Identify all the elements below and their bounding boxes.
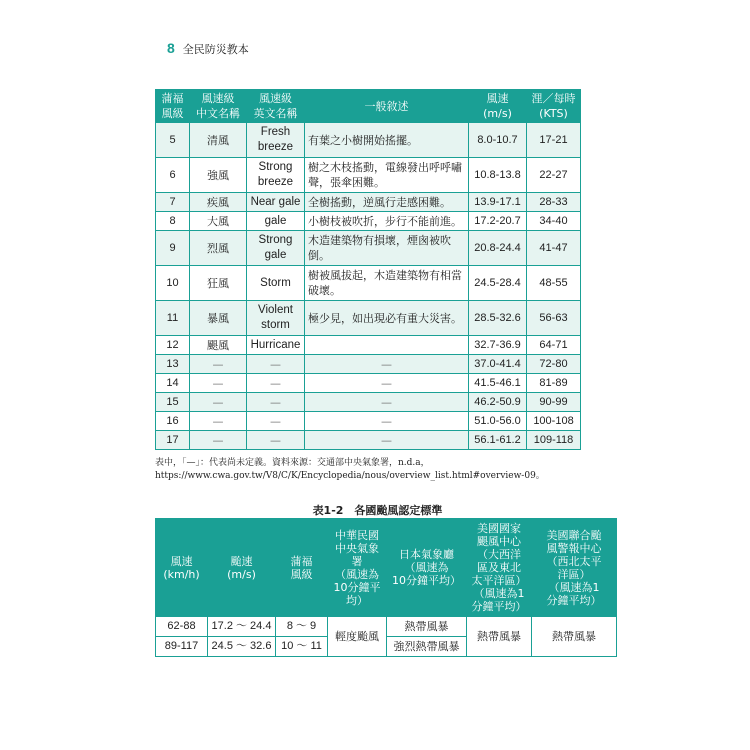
wind-speed-ms-cell: 17.2-20.7	[469, 212, 527, 231]
us-jtwc-category-cell: 熱帶風暴	[532, 617, 617, 657]
description-cell: 樹被風拔起，木造建築物有相當破壞。	[305, 266, 469, 301]
wind-speed-ms-cell: 13.9-17.1	[469, 193, 527, 212]
table-row	[156, 266, 581, 301]
page-number: 8	[167, 40, 175, 56]
column-header: 日本氣象廳 （風速為 10分鐘平均）	[387, 519, 467, 617]
english-name-cell: Fresh breeze	[247, 123, 305, 158]
japan-jma-category-cell: 強烈熱帶風暴	[387, 637, 467, 657]
wind-speed-kts-cell: 17-21	[527, 123, 581, 158]
wind-speed-kts-cell: 56-63	[527, 301, 581, 336]
wind-speed-kts-cell: 22-27	[527, 158, 581, 193]
english-name-cell: Storm	[247, 266, 305, 301]
english-name-cell: —	[247, 355, 305, 374]
column-header: 風速級 中文名稱	[190, 90, 247, 123]
beaufort-level-cell: 17	[156, 431, 190, 450]
table-row	[156, 393, 581, 412]
wind-speed-kts-cell: 90-99	[527, 393, 581, 412]
column-header: 美國國家 颶風中心 （大西洋 區及東北 太平洋區） （風速為1 分鐘平均）	[467, 519, 532, 617]
column-header: 颱速 (m/s)	[208, 519, 276, 617]
english-name-cell: —	[247, 393, 305, 412]
english-name-cell: Hurricane	[247, 336, 305, 355]
beaufort-level-cell: 15	[156, 393, 190, 412]
wind-speed-kts-cell: 109-118	[527, 431, 581, 450]
column-header: 浬／每時 (KTS)	[527, 90, 581, 123]
japan-jma-category-cell: 熱帶風暴	[387, 617, 467, 637]
chinese-name-cell: 強風	[190, 158, 247, 193]
book-title: 全民防災教本	[182, 43, 249, 56]
wind-speed-kts-cell: 48-55	[527, 266, 581, 301]
description-cell: —	[305, 412, 469, 431]
column-header: 風速 (km/h)	[156, 519, 208, 617]
wind-speed-ms-cell: 17.2 ～ 24.4	[208, 617, 276, 637]
wind-speed-kts-cell: 28-33	[527, 193, 581, 212]
description-cell: —	[305, 374, 469, 393]
chinese-name-cell: 狂風	[190, 266, 247, 301]
beaufort-level-cell: 7	[156, 193, 190, 212]
wind-speed-kts-cell: 64-71	[527, 336, 581, 355]
wind-speed-ms-cell: 10.8-13.8	[469, 158, 527, 193]
wind-speed-ms-cell: 28.5-32.6	[469, 301, 527, 336]
table-row	[156, 231, 581, 266]
table-row	[156, 301, 581, 336]
chinese-name-cell: 清風	[190, 123, 247, 158]
beaufort-level-cell: 14	[156, 374, 190, 393]
table-caption: 表1-2 各國颱風認定標準	[312, 504, 443, 517]
page-header	[167, 40, 249, 57]
taiwan-cwa-category-cell: 輕度颱風	[328, 617, 387, 657]
description-cell: —	[305, 355, 469, 374]
wind-speed-ms-cell: 8.0-10.7	[469, 123, 527, 158]
column-header: 中華民國 中央氣象 署 （風速為 10分鐘平 均）	[328, 519, 387, 617]
wind-speed-ms-cell: 24.5 ～ 32.6	[208, 637, 276, 657]
wind-speed-ms-cell: 56.1-61.2	[469, 431, 527, 450]
english-name-cell: Strong breeze	[247, 158, 305, 193]
chinese-name-cell: 颶風	[190, 336, 247, 355]
beaufort-level-cell: 13	[156, 355, 190, 374]
english-name-cell: —	[247, 431, 305, 450]
description-cell: 木造建築物有損壞，煙囪被吹倒。	[305, 231, 469, 266]
english-name-cell: Violent storm	[247, 301, 305, 336]
table-row	[156, 431, 581, 450]
wind-speed-kts-cell: 34-40	[527, 212, 581, 231]
us-nhc-category-cell: 熱帶風暴	[467, 617, 532, 657]
beaufort-level-cell: 9	[156, 231, 190, 266]
column-header: 蒲福 風級	[276, 519, 328, 617]
wind-speed-ms-cell: 32.7-36.9	[469, 336, 527, 355]
wind-speed-kmh-cell: 89-117	[156, 637, 208, 657]
wind-speed-kts-cell: 41-47	[527, 231, 581, 266]
description-cell	[305, 336, 469, 355]
beaufort-level-cell: 10	[156, 266, 190, 301]
table-row	[156, 158, 581, 193]
beaufort-level-cell: 16	[156, 412, 190, 431]
typhoon-criteria-table	[155, 518, 617, 657]
wind-speed-kts-cell: 100-108	[527, 412, 581, 431]
table-row	[156, 212, 581, 231]
beaufort-level-cell: 10 ～ 11	[276, 637, 328, 657]
table-row	[156, 193, 581, 212]
table-header-row	[156, 90, 581, 123]
wind-speed-ms-cell: 41.5-46.1	[469, 374, 527, 393]
wind-speed-ms-cell: 51.0-56.0	[469, 412, 527, 431]
wind-speed-ms-cell: 24.5-28.4	[469, 266, 527, 301]
wind-speed-ms-cell: 20.8-24.4	[469, 231, 527, 266]
description-cell: —	[305, 393, 469, 412]
wind-speed-ms-cell: 37.0-41.4	[469, 355, 527, 374]
chinese-name-cell: —	[190, 431, 247, 450]
chinese-name-cell: 烈風	[190, 231, 247, 266]
description-cell: 樹之木枝搖動，電線發出呼呼嘯聲，張傘困難。	[305, 158, 469, 193]
description-cell: 有葉之小樹開始搖擺。	[305, 123, 469, 158]
description-cell: 小樹枝被吹折，步行不能前進。	[305, 212, 469, 231]
description-cell: 全樹搖動，逆風行走感困難。	[305, 193, 469, 212]
english-name-cell: Near gale	[247, 193, 305, 212]
column-header: 蒲福 風級	[156, 90, 190, 123]
table-row	[156, 617, 617, 637]
table-row	[156, 123, 581, 158]
beaufort-level-cell: 11	[156, 301, 190, 336]
table-row	[156, 336, 581, 355]
chinese-name-cell: 大風	[190, 212, 247, 231]
column-header: 美國聯合颱 風警報中心 （西北太平 洋區） （風速為1 分鐘平均）	[532, 519, 617, 617]
column-header: 風速級 英文名稱	[247, 90, 305, 123]
beaufort-level-cell: 8 ～ 9	[276, 617, 328, 637]
table-header-row	[156, 519, 617, 617]
table-row	[156, 374, 581, 393]
chinese-name-cell: —	[190, 374, 247, 393]
beaufort-level-cell: 6	[156, 158, 190, 193]
chinese-name-cell: —	[190, 412, 247, 431]
table-footnote: 表中，「—」：代表尚未定義。資料來源：交通部中央氣象署，n.d.a，https://www.cwa.gov.tw/V8/C/K/Encyclopedia/nous/overview_list.html#overview-09。	[155, 458, 545, 481]
description-cell: 極少見，如出現必有重大災害。	[305, 301, 469, 336]
wind-speed-kmh-cell: 62-88	[156, 617, 208, 637]
beaufort-level-cell: 12	[156, 336, 190, 355]
wind-speed-kts-cell: 81-89	[527, 374, 581, 393]
english-name-cell: —	[247, 374, 305, 393]
english-name-cell: Strong gale	[247, 231, 305, 266]
beaufort-scale-table	[155, 89, 581, 450]
english-name-cell: gale	[247, 212, 305, 231]
beaufort-level-cell: 8	[156, 212, 190, 231]
chinese-name-cell: 暴風	[190, 301, 247, 336]
description-cell: —	[305, 431, 469, 450]
wind-speed-kts-cell: 72-80	[527, 355, 581, 374]
beaufort-level-cell: 5	[156, 123, 190, 158]
table-row	[156, 412, 581, 431]
english-name-cell: —	[247, 412, 305, 431]
column-header: 風速 (m/s)	[469, 90, 527, 123]
table-row	[156, 355, 581, 374]
column-header: 一般敘述	[305, 90, 469, 123]
chinese-name-cell: —	[190, 355, 247, 374]
wind-speed-ms-cell: 46.2-50.9	[469, 393, 527, 412]
chinese-name-cell: —	[190, 393, 247, 412]
chinese-name-cell: 疾風	[190, 193, 247, 212]
